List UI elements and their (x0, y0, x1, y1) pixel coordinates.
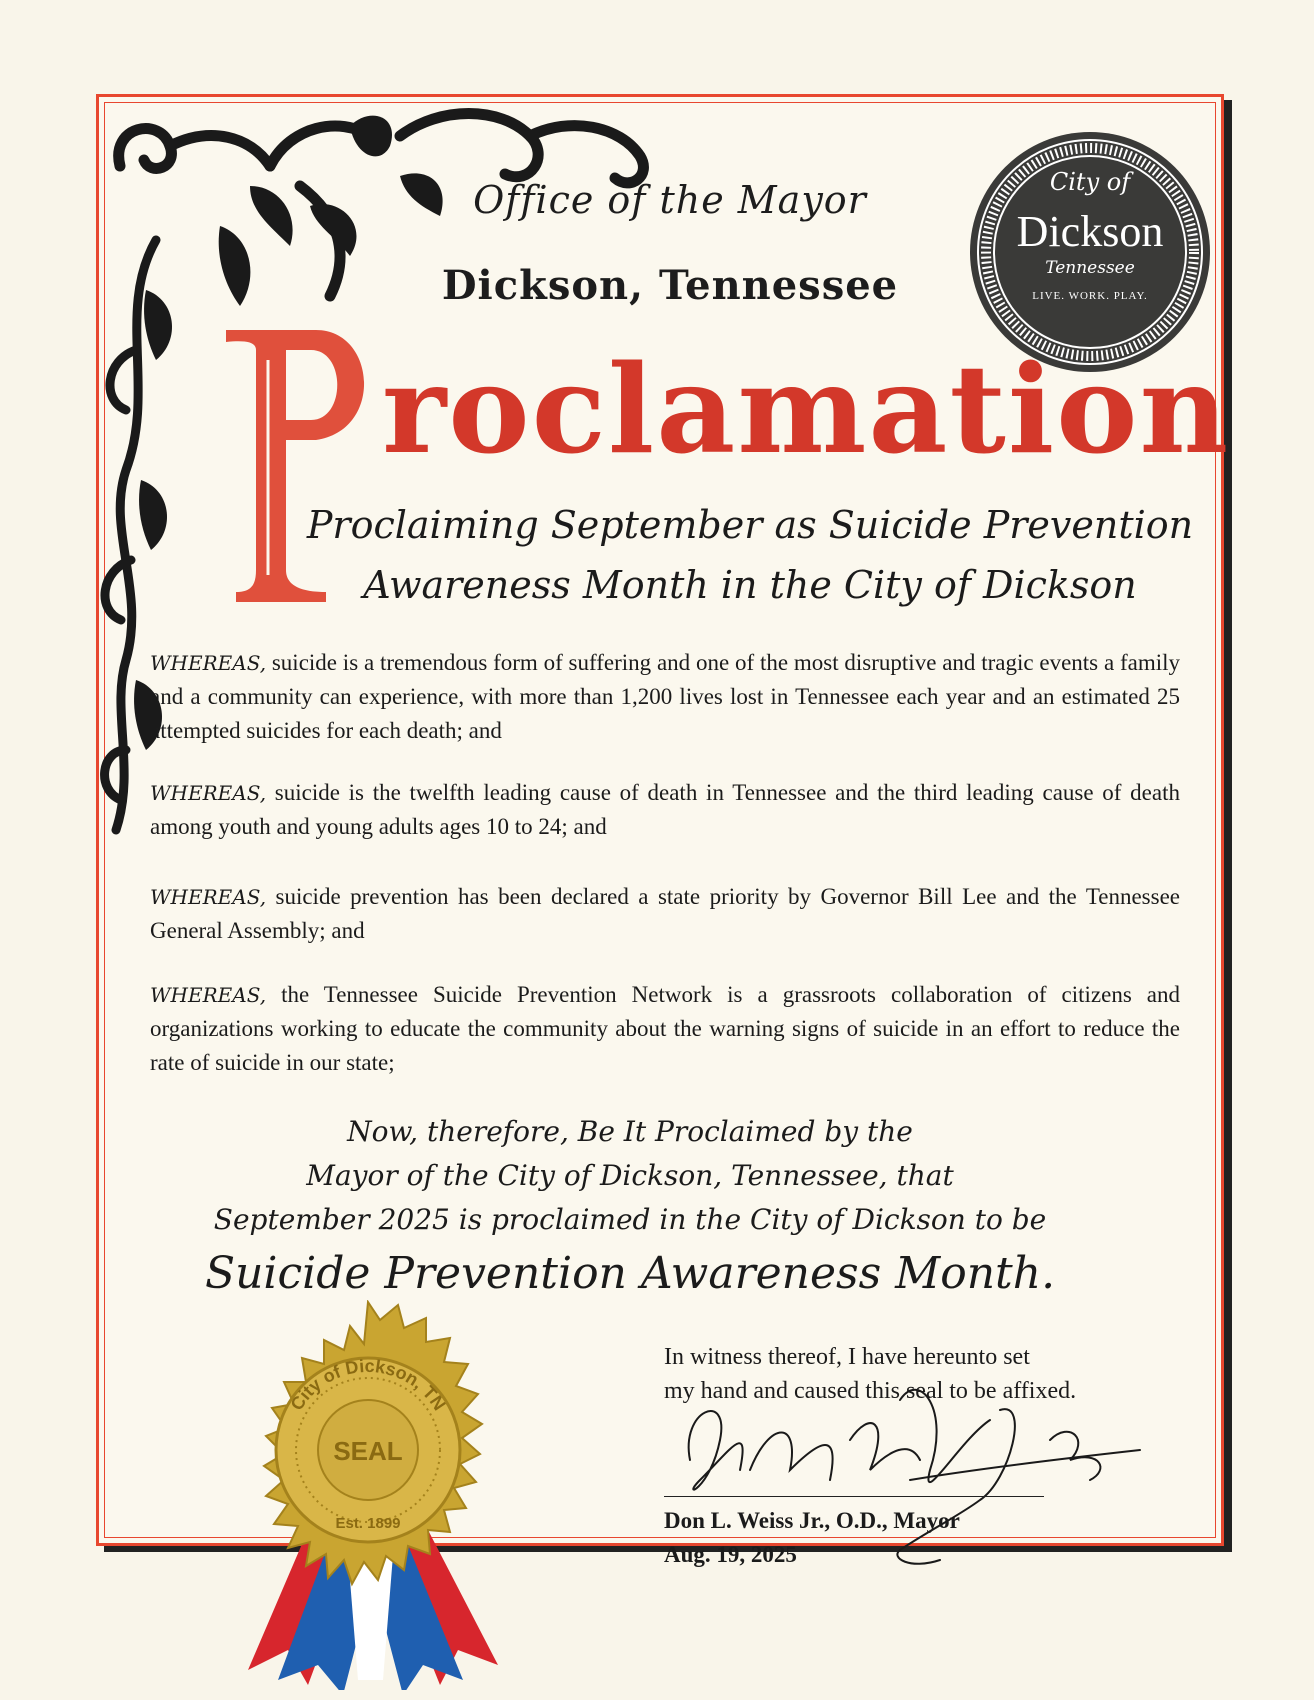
witness-line1: In witness thereof, I have hereunto set (664, 1344, 1030, 1370)
gold-seal (208, 1300, 548, 1690)
city-seal-line2: Dickson (1016, 207, 1164, 256)
whereas-clause-1 (150, 646, 1180, 748)
whereas-clause-4 (150, 978, 1180, 1080)
city-seal-line3: Tennessee (1045, 258, 1135, 278)
city-seal-line4: LIVE. WORK. PLAY. (1032, 290, 1148, 302)
signing-date: Aug. 19, 2025 (664, 1542, 797, 1567)
whereas-clause-2 (150, 776, 1180, 844)
resolution-title: Suicide Prevention Awareness Month. (204, 1248, 1056, 1299)
city-seal-line1: City of (1049, 168, 1131, 196)
proclamation-subtitle (290, 495, 1210, 615)
resolution-text (200, 1110, 1060, 1242)
whereas-clause-3 (150, 880, 1180, 948)
side-vine-ornament (96, 230, 186, 850)
whereas-text: the Tennessee Suicide Prevention Network is a grassroots collaboration of citizens and organizations working to educate the community about the warning signs of suicide in an effort to reduce the rate of suicide in our state; (150, 982, 1180, 1075)
office-heading: Office of the Mayor (473, 178, 867, 222)
whereas-keyword: WHEREAS, (150, 651, 267, 675)
gold-seal-ring-text: City of Dickson, TN (286, 1355, 450, 1414)
gold-seal-center-text: SEAL (333, 1436, 403, 1466)
subtitle-line1: Proclaiming September as Suicide Prevention (306, 503, 1194, 547)
gold-seal-est-text: Est. 1899 (335, 1515, 401, 1532)
subtitle-line2: Awareness Month in the City of Dickson (363, 563, 1137, 607)
signer-block (664, 1504, 1184, 1572)
signature-line (664, 1496, 1044, 1497)
city-heading: Dickson, Tennessee (441, 262, 899, 309)
resolution-line1: Now, therefore, Be It Proclaimed by the (347, 1115, 913, 1148)
whereas-keyword: WHEREAS, (150, 781, 267, 805)
whereas-text: suicide prevention has been declared a state priority by Governor Bill Lee and the Tennessee General Assembly; and (150, 884, 1180, 943)
proclamation-title: roclamation (382, 337, 1231, 481)
resolution-line3: September 2025 is proclaimed in the City of Dickson to be (213, 1203, 1047, 1236)
whereas-text: suicide is a tremendous form of suffering and one of the most disruptive and tragic events a family and a community can experience, with more than 1,200 lives lost in Tennessee each year and an estimated 25 attempted suicides for each death; and (150, 650, 1180, 743)
whereas-keyword: WHEREAS, (150, 983, 267, 1007)
whereas-text: suicide is the twelfth leading cause of death in Tennessee and the third leading cause of death among youth and young adults ages 10 to 24; and (150, 780, 1180, 839)
whereas-keyword: WHEREAS, (150, 885, 267, 909)
resolution-line2: Mayor of the City of Dickson, Tennessee, that (306, 1159, 954, 1192)
signer-name: Don L. Weiss Jr., O.D., Mayor (664, 1508, 960, 1533)
witness-line2: my hand and caused this seal to be affixed. (664, 1378, 1077, 1404)
